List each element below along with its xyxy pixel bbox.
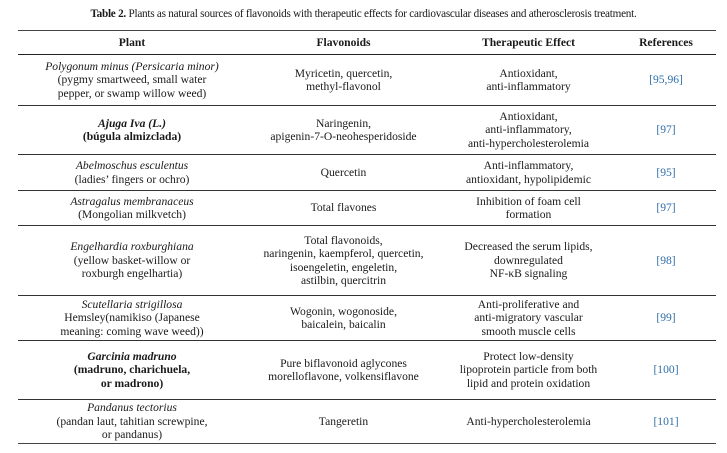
effect-text: downregulated [494,253,563,267]
plant-name: Astragalus membranaceus [70,194,194,208]
plant-common-name: (ladies’ fingers or ochro) [74,172,190,186]
table-row [18,341,716,400]
effect-text: Inhibition of foam cell [476,194,581,208]
flavonoids-text: astilbin, quercitrin [300,273,386,287]
plant-common-name: roxburgh engelhartia) [81,267,183,281]
references-cell [616,341,716,400]
plant-common-name: (pandan laut, tahitian screwpine, [56,414,208,428]
effect-cell [441,296,616,341]
table-row [18,106,716,155]
flavonoids-cell [246,155,441,191]
flavonoids-cell [246,55,441,106]
caption-text: Plants as natural sources of flavonoids with therapeutic effects for cardiovascular diseases and atherosclerosis treatment. [125,8,637,20]
plant-cell [18,106,246,155]
table-caption [0,8,727,20]
flavonoids-text: Total flavonoids, [304,233,383,247]
flavonoids-text: Quercetin [320,165,367,179]
table-row [18,191,716,226]
table-row [18,55,716,106]
flavonoids-text: apigenin-7-O-neohesperidoside [270,130,417,143]
effect-text: Protect low-density [483,349,574,363]
flavonoids-text: baicalein, baicalin [301,318,386,331]
effect-cell [441,191,616,226]
flavonoids-text: Wogonin, wogonoside, [290,304,397,318]
flavonoid-plants-table [18,30,716,444]
flavonoids-cell [246,191,441,226]
plant-cell [18,341,246,400]
plant-common-name: (yellow basket-willow or [73,253,191,267]
references-cell [616,296,716,341]
plant-cell [18,155,246,191]
effect-text: Antioxidant, [499,109,558,123]
plant-common-name: or madrono) [100,376,164,390]
flavonoids-cell [246,296,441,341]
flavonoids-text: isoengeletin, engeletin, [289,260,398,274]
plant-common-name: pepper, or swamp willow weed) [57,86,207,100]
flavonoids-cell [246,106,441,155]
plant-cell [18,296,246,341]
plant-name: Pandanus tectorius [87,401,177,415]
plant-name: Engelhardia roxburghiana [70,240,194,254]
plant-name: Ajuga Iva (L.) [98,116,166,130]
effect-text: anti-inflammatory, [485,123,572,137]
effect-cell [441,155,616,191]
effect-cell [441,341,616,400]
table-row [18,296,716,341]
header-plant: Plant [18,31,246,55]
flavonoids-text: naringenin, kaempferol, quercetin, [263,247,424,261]
effect-cell [441,400,616,444]
effect-text: anti-inflammatory [486,80,571,93]
plant-cell [18,226,246,296]
plant-name: Scutellaria strigillosa [81,297,183,311]
caption-label: Table 2. [90,8,126,20]
plant-common-name: (pygmy smartweed, small water [57,73,207,87]
effect-text: Anti-inflammatory, [483,159,574,173]
plant-common-name: (búgula almizclada) [82,130,182,143]
effect-text: lipid and protein oxidation [466,376,591,390]
references-cell [616,155,716,191]
reference-link[interactable]: [95] [656,165,676,179]
plant-name: Abelmoschus esculentus [75,159,189,173]
flavonoids-text: Total flavones [310,201,377,215]
effect-text: anti-migratory vascular [474,311,583,325]
flavonoids-text: Myricetin, quercetin, [294,66,393,80]
effect-text: smooth muscle cells [481,324,576,338]
effect-text: lipoprotein particle from both [459,363,598,377]
plant-cell [18,400,246,444]
flavonoids-cell [246,400,441,444]
reference-link[interactable]: [101] [653,414,679,428]
plant-common-name: meaning: coming wave weed)) [60,324,204,338]
flavonoids-text: Pure biflavonoid aglycones [280,356,407,370]
header-therapeutic-effect: Therapeutic Effect [441,31,616,55]
header-flavonoids: Flavonoids [246,31,441,55]
flavonoids-cell [246,341,441,400]
header-references: References [616,31,716,55]
plant-cell [18,191,246,226]
reference-link[interactable]: [100] [653,363,679,377]
effect-text: antioxidant, hypolipidemic [466,172,591,186]
plant-common-name: Hemsley(namikiso (Japanese [64,311,200,325]
flavonoids-cell [246,226,441,296]
reference-link[interactable]: [99] [656,311,676,325]
flavonoids-text: methyl-flavonol [306,80,381,93]
references-cell [616,191,716,226]
flavonoids-text: Naringenin, [315,116,372,130]
plant-name: Garcinia madruno [87,349,177,363]
effect-cell [441,226,616,296]
flavonoids-text: Tangeretin [318,414,369,428]
table-row [18,400,716,444]
plant-name: Polygonum minus (Persicaria minor) [45,59,219,73]
plant-common-name: (madruno, charichuela, [73,363,191,377]
references-cell [616,55,716,106]
references-cell [616,400,716,444]
effect-text: formation [505,208,552,221]
effect-text: anti-hypercholesterolemia [467,136,590,150]
references-cell [616,106,716,155]
effect-text: Anti-hypercholesterolemia [466,414,591,428]
references-cell [616,226,716,296]
effect-text: Decreased the serum lipids, [464,240,593,254]
effect-text: NF-κB signaling [489,267,568,281]
effect-cell [441,55,616,106]
table-row [18,155,716,191]
plant-cell [18,55,246,106]
reference-link[interactable]: [98] [656,253,676,267]
flavonoids-text: morelloflavone, volkensiflavone [268,370,419,383]
effect-text: Antioxidant, [499,66,558,80]
plant-common-name: or pandanus) [101,428,163,442]
plant-common-name: (Mongolian milkvetch) [78,208,186,221]
reference-link[interactable]: [95,96] [649,73,683,87]
effect-cell [441,106,616,155]
effect-text: Anti-proliferative and [477,297,580,311]
table-header-row [18,31,716,55]
reference-link[interactable]: [97] [656,201,676,215]
reference-link[interactable]: [97] [656,123,676,137]
table-row [18,226,716,296]
